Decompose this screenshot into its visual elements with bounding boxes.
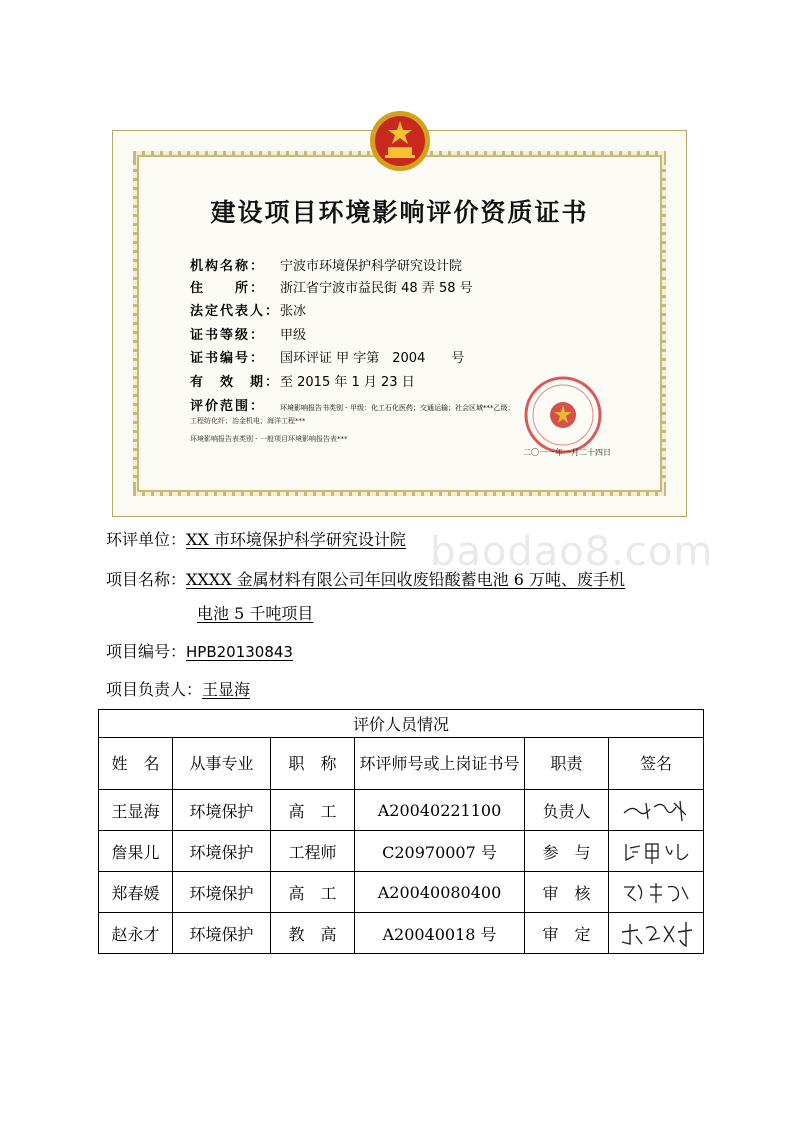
cert-field-validity: 有 效 期：至 2015 年 1 月 23 日 — [190, 375, 415, 390]
table-row — [99, 831, 704, 872]
cell-duty: 参 与 — [525, 831, 609, 872]
qualification-certificate — [112, 130, 687, 517]
project-leader-label: 项目负责人： — [106, 680, 203, 699]
cert-field-scope: 评价范围： 环境影响报告书类别 - 甲级：化工石化医药；交通运输；社会区域***乙级： — [190, 399, 515, 414]
national-emblem-icon — [368, 109, 432, 173]
cell-name: 王显海 — [99, 790, 173, 831]
cell-duty: 负责人 — [525, 790, 609, 831]
header-cert: 环评师号或上岗证书号 — [355, 738, 525, 790]
project-name-label: 项目名称： — [106, 570, 187, 589]
cell-name: 赵永才 — [99, 913, 173, 954]
table-header-row — [99, 738, 704, 790]
project-number-label: 项目编号： — [106, 642, 187, 661]
cert-field-address: 住 所： 浙江省宁波市益民街 48 弄 58 号 — [190, 281, 473, 296]
project-leader-line — [106, 677, 250, 700]
eia-unit-label: 环评单位： — [106, 530, 187, 549]
official-seal-icon — [523, 375, 603, 455]
header-title: 职 称 — [271, 738, 355, 790]
cell-major: 环境保护 — [173, 913, 271, 954]
cert-issue-date: 二〇一一年一月二十四日 — [523, 448, 611, 457]
cell-name: 郑春媛 — [99, 872, 173, 913]
cert-field-legal-rep: 法定代表人：张冰 — [190, 304, 307, 319]
cert-field-grade: 证书等级： 甲级 — [190, 328, 307, 343]
cell-duty: 审 核 — [525, 872, 609, 913]
table-caption: 评价人员情况 — [99, 710, 704, 738]
cell-cert: A20040221100 — [355, 790, 525, 831]
cell-major: 环境保护 — [173, 790, 271, 831]
project-number-line — [106, 639, 293, 662]
cell-signature — [609, 790, 704, 831]
cell-signature — [609, 913, 704, 954]
table-row — [99, 872, 704, 913]
table-row — [99, 913, 704, 954]
table-caption-row — [99, 710, 704, 738]
cell-duty: 审 定 — [525, 913, 609, 954]
header-major: 从事专业 — [173, 738, 271, 790]
signature-icon — [616, 795, 696, 825]
signature-icon — [616, 836, 696, 866]
eia-unit-line — [106, 527, 406, 550]
cell-name: 詹果儿 — [99, 831, 173, 872]
cert-field-number: 证书编号： 国环评证 甲 字第 2004 号 — [190, 351, 465, 366]
cell-signature — [609, 831, 704, 872]
cell-major: 环境保护 — [173, 872, 271, 913]
cell-title: 高 工 — [271, 790, 355, 831]
project-number-value: HPB20130843 — [186, 643, 293, 661]
table-row — [99, 790, 704, 831]
header-duty: 职责 — [525, 738, 609, 790]
cell-cert: A20040080400 — [355, 872, 525, 913]
signature-icon — [616, 918, 696, 948]
evaluation-staff-table — [98, 709, 704, 954]
cert-scope-line-2: 工程纺化纤；冶金机电；海洋工程*** — [190, 417, 306, 425]
certificate-title: 建设项目环境影响评价资质证书 — [210, 198, 589, 227]
cell-title: 教 高 — [271, 913, 355, 954]
cell-cert: A20040018 号 — [355, 913, 525, 954]
eia-unit-value: XX 市环境保护科学研究设计院 — [186, 530, 406, 549]
cert-scope-line-3: 环境影响报告表类别 - 一般项目环境影响报告表*** — [190, 435, 348, 443]
project-leader-value: 王显海 — [202, 680, 251, 699]
project-name-continuation: 电池 5 千吨项目 — [197, 604, 314, 623]
header-signature: 签名 — [609, 738, 704, 790]
cell-cert: C20970007 号 — [355, 831, 525, 872]
cell-major: 环境保护 — [173, 831, 271, 872]
cell-title: 高 工 — [271, 872, 355, 913]
watermark: baodao8.com — [430, 529, 714, 575]
header-name: 姓 名 — [99, 738, 173, 790]
cell-title: 工程师 — [271, 831, 355, 872]
cert-field-org-name: 机构名称： 宁波市环境保护科学研究设计院 — [190, 259, 463, 274]
project-name-line — [106, 567, 625, 590]
project-name-value: XXXX 金属材料有限公司年回收废铅酸蓄电池 6 万吨、废手机 — [186, 570, 626, 589]
signature-icon — [616, 877, 696, 907]
cell-signature — [609, 872, 704, 913]
